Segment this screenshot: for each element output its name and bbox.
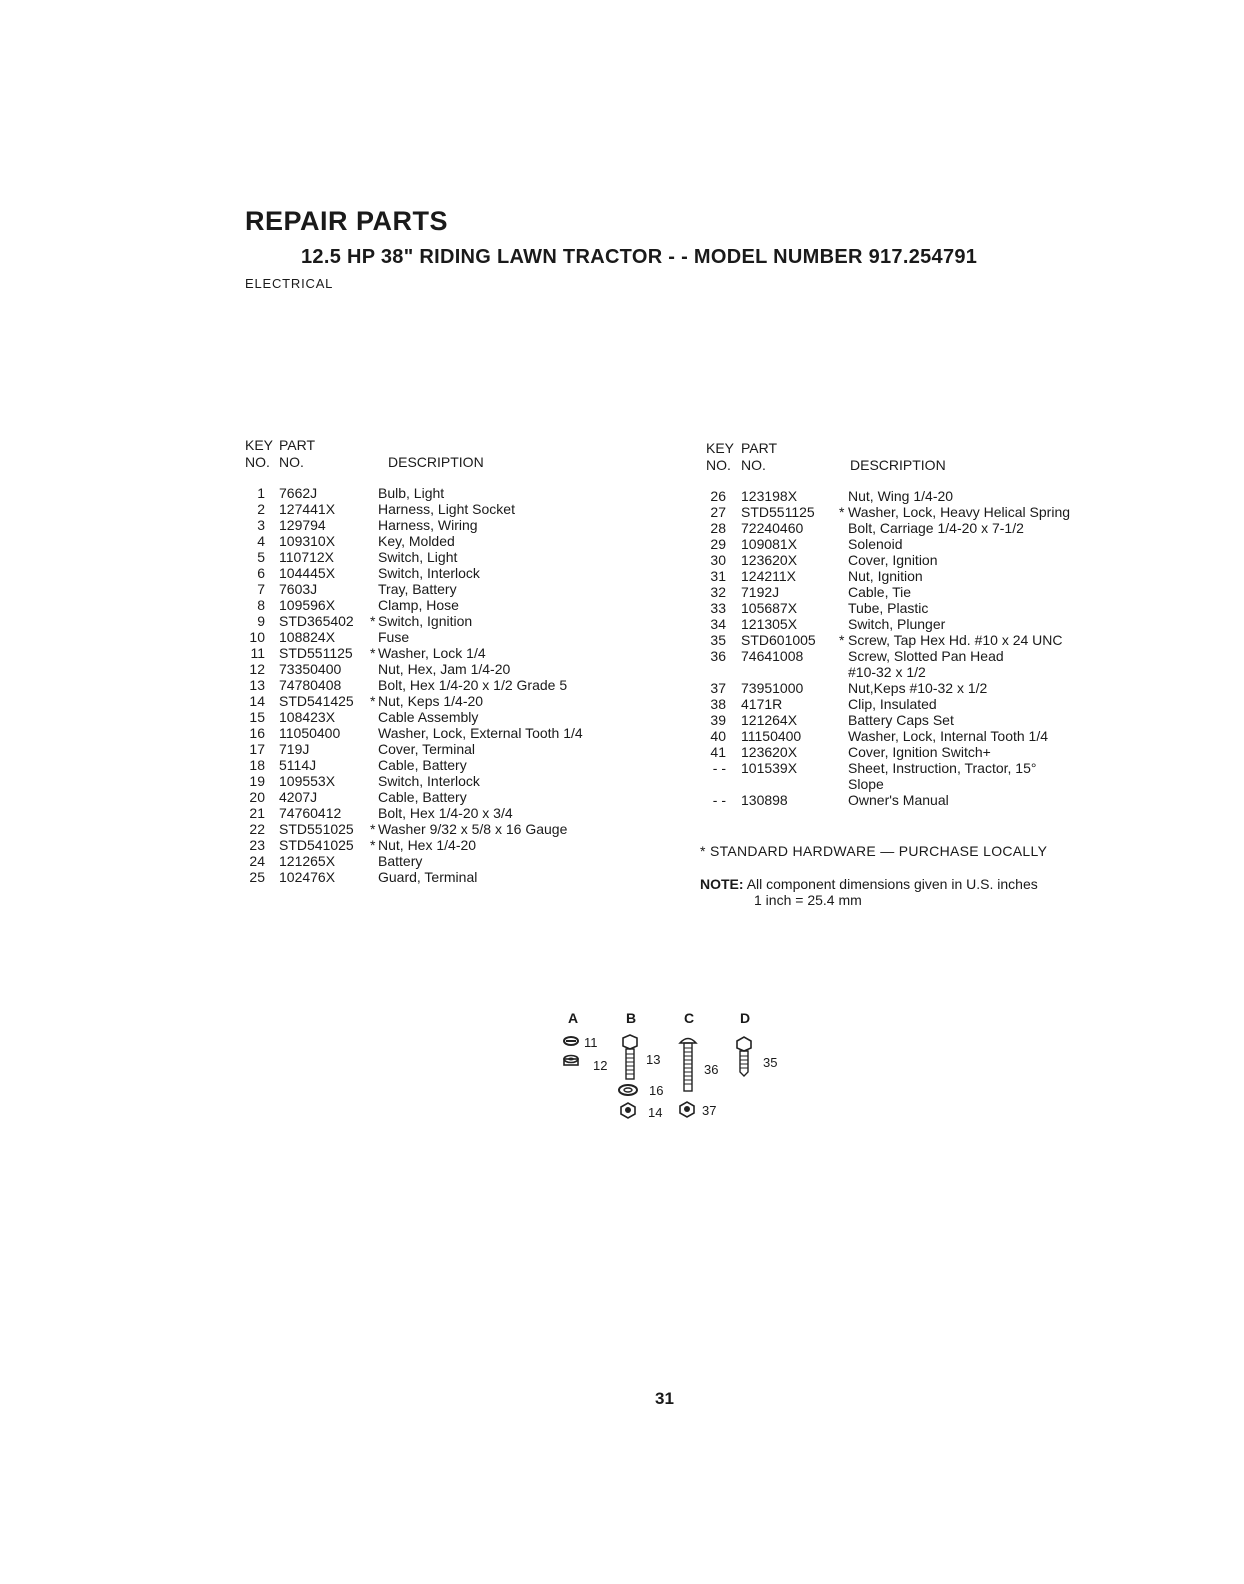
description-text: Nut, Hex 1/4-20 [378,837,477,853]
table-row [245,693,665,709]
part-number: 121264X [741,712,798,728]
description-text: Washer, Lock, Heavy Helical Spring [848,504,1071,520]
standard-hardware-marker: * [370,645,376,661]
description-text: Bolt, Hex 1/4-20 x 1/2 Grade 5 [378,677,568,693]
key-number: 35 [710,632,726,648]
part-description [848,760,1128,792]
description-text: Guard, Terminal [378,869,478,885]
standard-hardware-marker: * [839,632,845,648]
part-description [848,536,1128,552]
key-number: 39 [710,712,726,728]
part-number: 104445X [279,565,336,581]
part-number: STD551125 [741,504,815,520]
part-number: 102476X [279,869,336,885]
table-row [706,536,1126,552]
part-number: 74780408 [279,677,342,693]
part-number: 73951000 [741,680,804,696]
key-number: 3 [257,517,265,533]
part-number: STD601005 [741,632,816,648]
part-description [848,600,1128,616]
table-row [706,680,1126,696]
description-text: Switch, Ignition [378,613,473,629]
page-number: 31 [655,1389,674,1408]
part-no-header: NO. [279,454,304,470]
description-text: Washer 9/32 x 5/8 x 16 Gauge [378,821,568,837]
part-number: 109310X [279,533,336,549]
description-text: Cable, Battery [378,789,467,805]
part-description [848,568,1128,584]
table-row [245,853,665,869]
part-description [848,728,1128,744]
part-number: 4171R [741,696,783,712]
parts-table-left [245,437,665,885]
hardware-number-37: 37 [702,1103,717,1118]
hex-bolt-icon [618,1034,642,1082]
table-row [245,581,665,597]
parts-table-right [706,440,1126,808]
part-number: 130898 [741,792,788,808]
part-description [378,869,678,885]
part-number: 7192J [741,584,780,600]
part-description [848,744,1128,760]
part-number: STD551125 [279,645,353,661]
part-number: 121265X [279,853,336,869]
part-description [378,757,678,773]
description-text: Switch, Interlock [378,773,480,789]
table-header [245,437,665,485]
part-description [848,504,1128,520]
table-row [706,792,1126,808]
description-text: Washer, Lock, External Tooth 1/4 [378,725,583,741]
description-text: Fuse [378,629,410,645]
table-row [245,869,665,885]
table-row [245,789,665,805]
hardware-label-a: A [568,1010,579,1026]
description-text: Cable, Battery [378,757,467,773]
table-row [706,648,1126,680]
page-title: REPAIR PARTS [245,206,449,236]
part-description [848,488,1128,504]
key-number: 5 [257,549,265,565]
part-number: 123620X [741,552,798,568]
part-header: PART [741,440,778,456]
description-text: Screw, Tap Hex Hd. #10 x 24 UNC [848,632,1063,648]
key-number: 14 [249,693,265,709]
standard-hardware-marker: * [370,613,376,629]
description-text: Harness, Wiring [378,517,478,533]
table-row [245,821,665,837]
description-text: Bolt, Hex 1/4-20 x 3/4 [378,805,513,821]
lock-washer-icon [562,1035,580,1047]
table-row [706,568,1126,584]
hardware-number-11: 11 [584,1035,598,1050]
key-number: 18 [249,757,265,773]
note-label: NOTE: [700,876,744,892]
parts-list-right [706,488,1126,808]
table-row [706,744,1126,760]
section-label: ELECTRICAL [245,276,334,291]
key-number: 27 [710,504,726,520]
description-text: Clamp, Hose [378,597,459,613]
part-number: STD551025 [279,821,354,837]
description-text: Cable, Tie [848,584,912,600]
part-description [848,552,1128,568]
part-description [378,501,678,517]
key-number: 26 [710,488,726,504]
keps-nut-icon [618,1102,638,1120]
key-number: 2 [257,501,265,517]
key-number: 28 [710,520,726,536]
part-description [378,805,678,821]
part-description [848,696,1128,712]
key-number: 9 [257,613,265,629]
description-text: Switch, Light [378,549,458,565]
hardware-number-12: 12 [593,1058,608,1073]
part-description [378,853,678,869]
part-number: 105687X [741,600,798,616]
part-number: 123620X [741,744,798,760]
table-row [245,565,665,581]
parts-list-left [245,485,665,885]
part-number: 108423X [279,709,336,725]
note-text: All component dimensions given in U.S. inches [746,876,1038,892]
key-number: 12 [249,661,265,677]
standard-hardware-marker: * [370,693,376,709]
key-number: 30 [710,552,726,568]
hardware-number-14: 14 [648,1105,663,1120]
hardware-number-16: 16 [649,1083,664,1098]
part-description [378,693,678,709]
part-description [378,725,678,741]
description-text: Switch, Plunger [848,616,946,632]
key-number: 34 [710,616,726,632]
part-description [378,565,678,581]
part-number: 7603J [279,581,318,597]
description-text: Battery [378,853,423,869]
part-number: 72240460 [741,520,804,536]
key-number: 24 [249,853,265,869]
part-number: 109081X [741,536,798,552]
table-header [706,440,1126,488]
key-number: - - [712,760,726,776]
tap-screw-icon [732,1036,756,1078]
key-number: - - [712,792,726,808]
key-number: 38 [710,696,726,712]
part-number: 108824X [279,629,336,645]
part-number: 11050400 [279,725,341,741]
description-text: Nut, Ignition [848,568,923,584]
key-number: 20 [249,789,265,805]
key-number: 21 [249,805,265,821]
table-row [245,709,665,725]
description-text: Washer, Lock, Internal Tooth 1/4 [848,728,1049,744]
part-number: 11150400 [741,728,802,744]
part-number: 109553X [279,773,336,789]
page-subtitle: 12.5 HP 38" RIDING LAWN TRACTOR - - MODEL NUMBER 917.254791 [301,246,978,268]
description-text: Switch, Interlock [378,565,480,581]
table-row [245,501,665,517]
part-description [378,837,678,853]
standard-hardware-marker: * [839,504,845,520]
part-description [848,520,1128,536]
part-no-header: NO. [741,457,766,473]
key-number: 32 [710,584,726,600]
table-row [706,552,1126,568]
part-number: 129794 [279,517,326,533]
keps-nut-small-icon [677,1101,697,1119]
description-header: DESCRIPTION [388,454,484,470]
key-number: 37 [710,680,726,696]
table-row [706,520,1126,536]
table-row [706,712,1126,728]
description-text: Tray, Battery [378,581,457,597]
part-description [848,792,1128,808]
part-description [378,533,678,549]
table-row [245,773,665,789]
table-row [245,837,665,853]
standard-hardware-marker: * [370,821,376,837]
description-text: Cover, Ignition [848,552,938,568]
key-number: 25 [249,869,265,885]
key-number: 6 [257,565,265,581]
hardware-label-b: B [626,1010,637,1026]
part-description [378,629,678,645]
table-row [706,696,1126,712]
key-number: 31 [710,568,726,584]
hardware-label-c: C [684,1010,695,1026]
key-number: 29 [710,536,726,552]
part-description [848,680,1128,696]
part-description [378,773,678,789]
table-row [245,661,665,677]
hardware-number-36: 36 [704,1062,719,1077]
part-number: 123198X [741,488,798,504]
part-description [378,485,678,501]
part-description [848,616,1128,632]
part-number: 101539X [741,760,798,776]
part-description [848,712,1128,728]
table-row [706,632,1126,648]
description-text: Bulb, Light [378,485,445,501]
table-row [245,485,665,501]
table-row [245,805,665,821]
description-text: Bolt, Carriage 1/4-20 x 7-1/2 [848,520,1024,536]
table-row [245,517,665,533]
table-row [706,504,1126,520]
part-description [848,648,1128,680]
part-number: STD541025 [279,837,354,853]
description-text: Owner's Manual [848,792,949,808]
description-text: Washer, Lock 1/4 [378,645,486,661]
key-header: KEY [245,437,274,453]
part-number: 4207J [279,789,318,805]
hardware-label-d: D [740,1010,751,1026]
description-text: Solenoid [848,536,903,552]
part-number: 110712X [279,549,335,565]
table-row [245,741,665,757]
table-row [706,616,1126,632]
key-number: 22 [249,821,265,837]
part-description [378,549,678,565]
part-number: 109596X [279,597,336,613]
part-number: STD541425 [279,693,354,709]
key-number: 36 [710,648,726,664]
key-number: 33 [710,600,726,616]
table-row [245,629,665,645]
table-row [706,600,1126,616]
standard-hardware-marker: * [370,837,376,853]
part-description [378,677,678,693]
part-description [378,645,678,661]
key-number: 10 [249,629,265,645]
part-description [378,581,678,597]
part-description [848,632,1128,648]
key-number: 40 [710,728,726,744]
part-description [378,789,678,805]
pan-head-screw-icon [676,1034,700,1094]
key-number: 1 [257,485,265,501]
description-text: Nut,Keps #10-32 x 1/2 [848,680,988,696]
note-conversion: 1 inch = 25.4 mm [754,892,862,908]
part-number: 124211X [741,568,797,584]
key-number: 19 [249,773,265,789]
description-text: Key, Molded [378,533,455,549]
part-description [378,597,678,613]
table-row [245,677,665,693]
part-number: 719J [279,741,310,757]
description-text: Battery Caps Set [848,712,954,728]
table-row [706,728,1126,744]
description-continued: Slope [848,776,884,792]
part-number: STD365402 [279,613,354,629]
table-row [245,645,665,661]
description-text: Nut, Wing 1/4-20 [848,488,954,504]
description-text: Cable Assembly [378,709,479,725]
key-number: 11 [250,645,265,661]
table-row [245,549,665,565]
part-number: 74760412 [279,805,342,821]
table-row [245,725,665,741]
table-row [245,533,665,549]
jam-nut-icon [562,1054,580,1070]
description-text: Sheet, Instruction, Tractor, 15° [848,760,1037,776]
part-description [378,613,678,629]
part-description [848,584,1128,600]
description-continued: #10-32 x 1/2 [848,664,926,680]
part-description [378,517,678,533]
part-description [378,821,678,837]
key-number: 16 [249,725,265,741]
dimension-note [700,876,1038,908]
part-description [378,709,678,725]
table-row [706,584,1126,600]
key-no-header: NO. [245,454,270,470]
key-number: 7 [257,581,265,597]
key-number: 23 [249,837,265,853]
key-no-header: NO. [706,457,731,473]
table-row [245,597,665,613]
hardware-number-35: 35 [763,1055,778,1070]
part-number: 127441X [279,501,336,517]
part-number: 73350400 [279,661,342,677]
standard-hardware-note: * STANDARD HARDWARE — PURCHASE LOCALLY [700,843,1048,859]
description-text: Cover, Ignition Switch+ [848,744,991,760]
key-number: 41 [710,744,726,760]
table-row [245,613,665,629]
table-row [706,760,1126,792]
description-header: DESCRIPTION [850,457,946,473]
part-number: 74641008 [741,648,804,664]
table-row [245,757,665,773]
key-number: 17 [249,741,265,757]
part-description [378,661,678,677]
description-text: Tube, Plastic [848,600,929,616]
key-header: KEY [706,440,735,456]
description-text: Screw, Slotted Pan Head [848,648,1004,664]
part-number: 7662J [279,485,318,501]
key-number: 8 [257,597,265,613]
key-number: 13 [249,677,265,693]
table-row [706,488,1126,504]
part-description [378,741,678,757]
description-text: Cover, Terminal [378,741,476,757]
description-text: Clip, Insulated [848,696,937,712]
part-number: 121305X [741,616,798,632]
part-header: PART [279,437,316,453]
description-text: Harness, Light Socket [378,501,515,517]
part-number: 5114J [279,757,317,773]
key-number: 15 [249,709,265,725]
hardware-number-13: 13 [646,1052,661,1067]
tooth-washer-icon [617,1083,639,1097]
key-number: 4 [257,533,265,549]
description-text: Nut, Hex, Jam 1/4-20 [378,661,511,677]
description-text: Nut, Keps 1/4-20 [378,693,484,709]
